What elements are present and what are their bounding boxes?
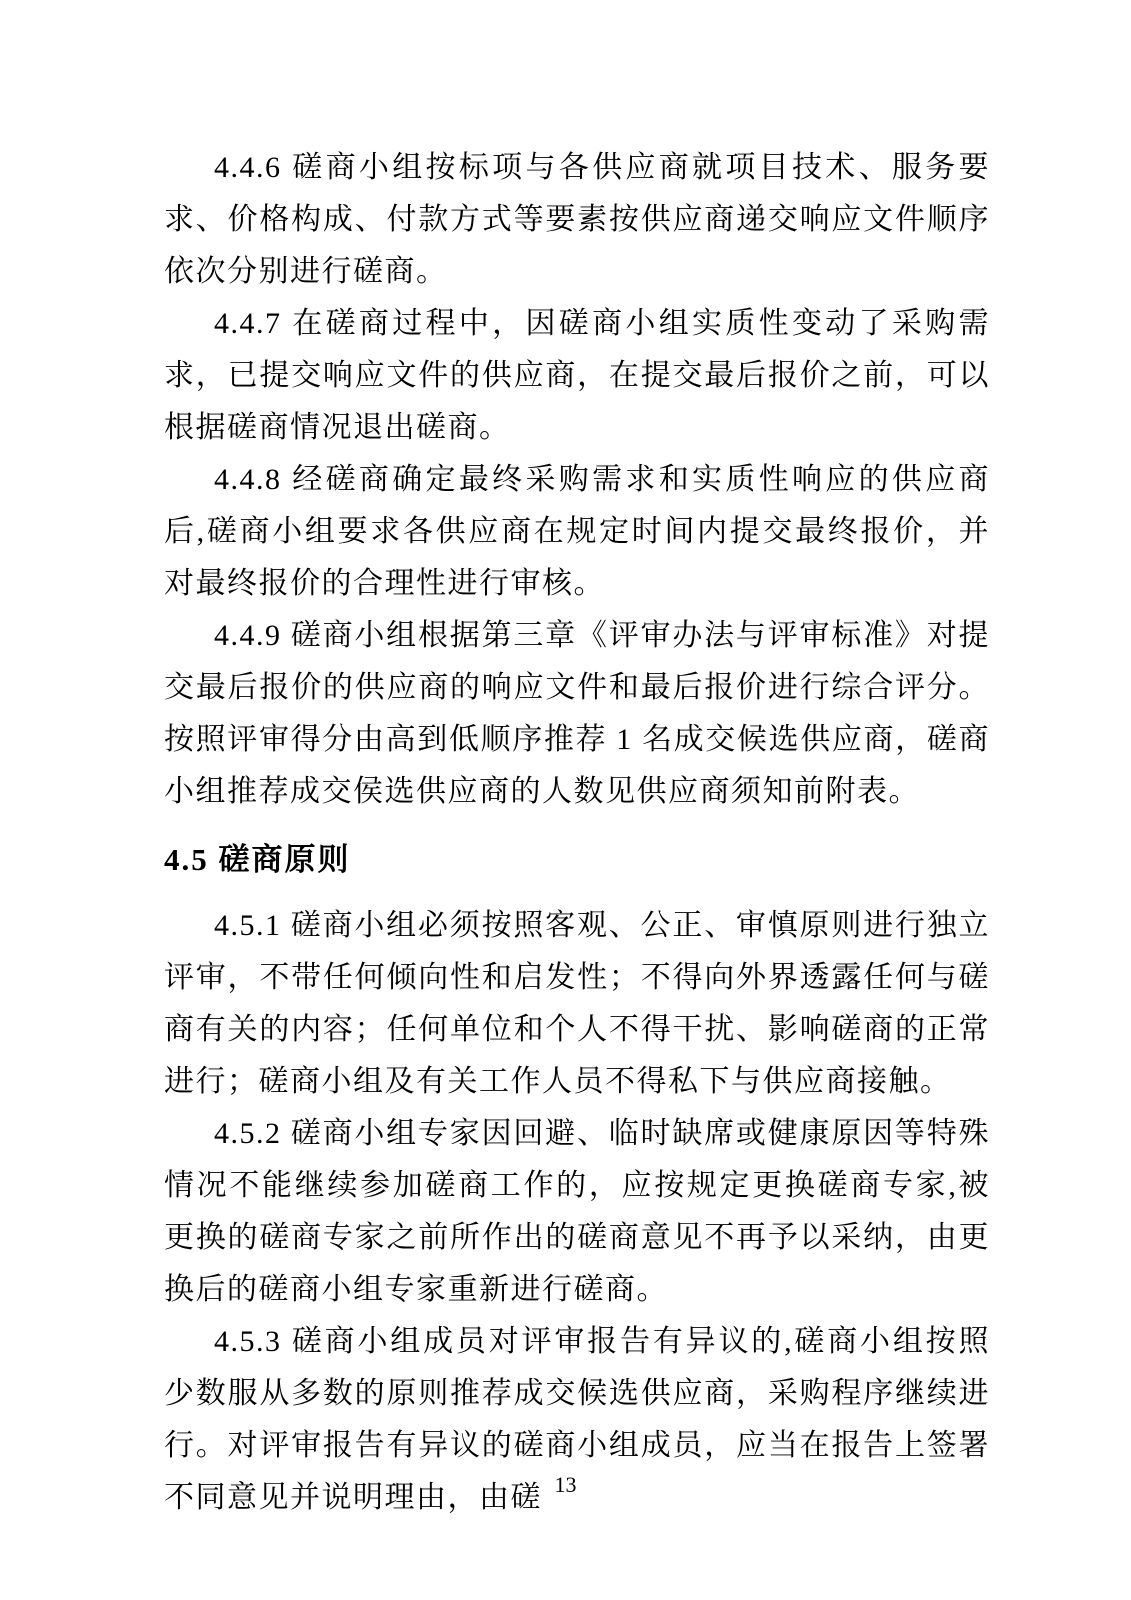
document-text-block xyxy=(164,142,990,1524)
paragraph-4-4-9: 4.4.9 磋商小组根据第三章《评审办法与评审标准》对提交最后报价的供应商的响应文件和最后报价进行综合评分。按照评审得分由高到低顺序推荐 1 名成交候选供应商，磋商小组推荐成交侯选供应商的人数见供应商须知前附表。 xyxy=(164,619,990,808)
paragraph-4-4-6: 4.4.6 磋商小组按标项与各供应商就项目技术、服务要求、价格构成、付款方式等要素按供应商递交响应文件顺序依次分别进行磋商。 xyxy=(164,151,990,288)
page-number: 13 xyxy=(554,1472,577,1497)
paragraph-4-4-8: 4.4.8 经磋商确定最终采购需求和实质性响应的供应商后,磋商小组要求各供应商在规定时间内提交最终报价，并对最终报价的合理性进行审核。 xyxy=(164,463,990,600)
paragraph-4-5-3: 4.5.3 磋商小组成员对评审报告有异议的,磋商小组按照少数服从多数的原则推荐成交候选供应商，采购程序继续进行。对评审报告有异议的磋商小组成员，应当在报告上签署不同意见并说明理由，由磋 xyxy=(164,1325,990,1514)
paragraph-4-5-1: 4.5.1 磋商小组必须按照客观、公正、审慎原则进行独立评审，不带任何倾向性和启发性；不得向外界透露任何与磋商有关的内容；任何单位和个人不得干扰、影响磋商的正常进行；磋商小组及有关工作人员不得私下与供应商接触。 xyxy=(164,909,990,1098)
section-heading-4-5: 4.5 磋商原则 xyxy=(164,842,351,877)
paragraph-4-4-7: 4.4.7 在磋商过程中，因磋商小组实质性变动了采购需求，已提交响应文件的供应商，在提交最后报价之前，可以根据磋商情况退出磋商。 xyxy=(164,307,990,444)
paragraph-4-5-2: 4.5.2 磋商小组专家因回避、临时缺席或健康原因等特殊情况不能继续参加磋商工作的，应按规定更换磋商专家,被更换的磋商专家之前所作出的磋商意见不再予以采纳，由更换后的磋商小组专家重新进行磋商。 xyxy=(164,1117,990,1306)
